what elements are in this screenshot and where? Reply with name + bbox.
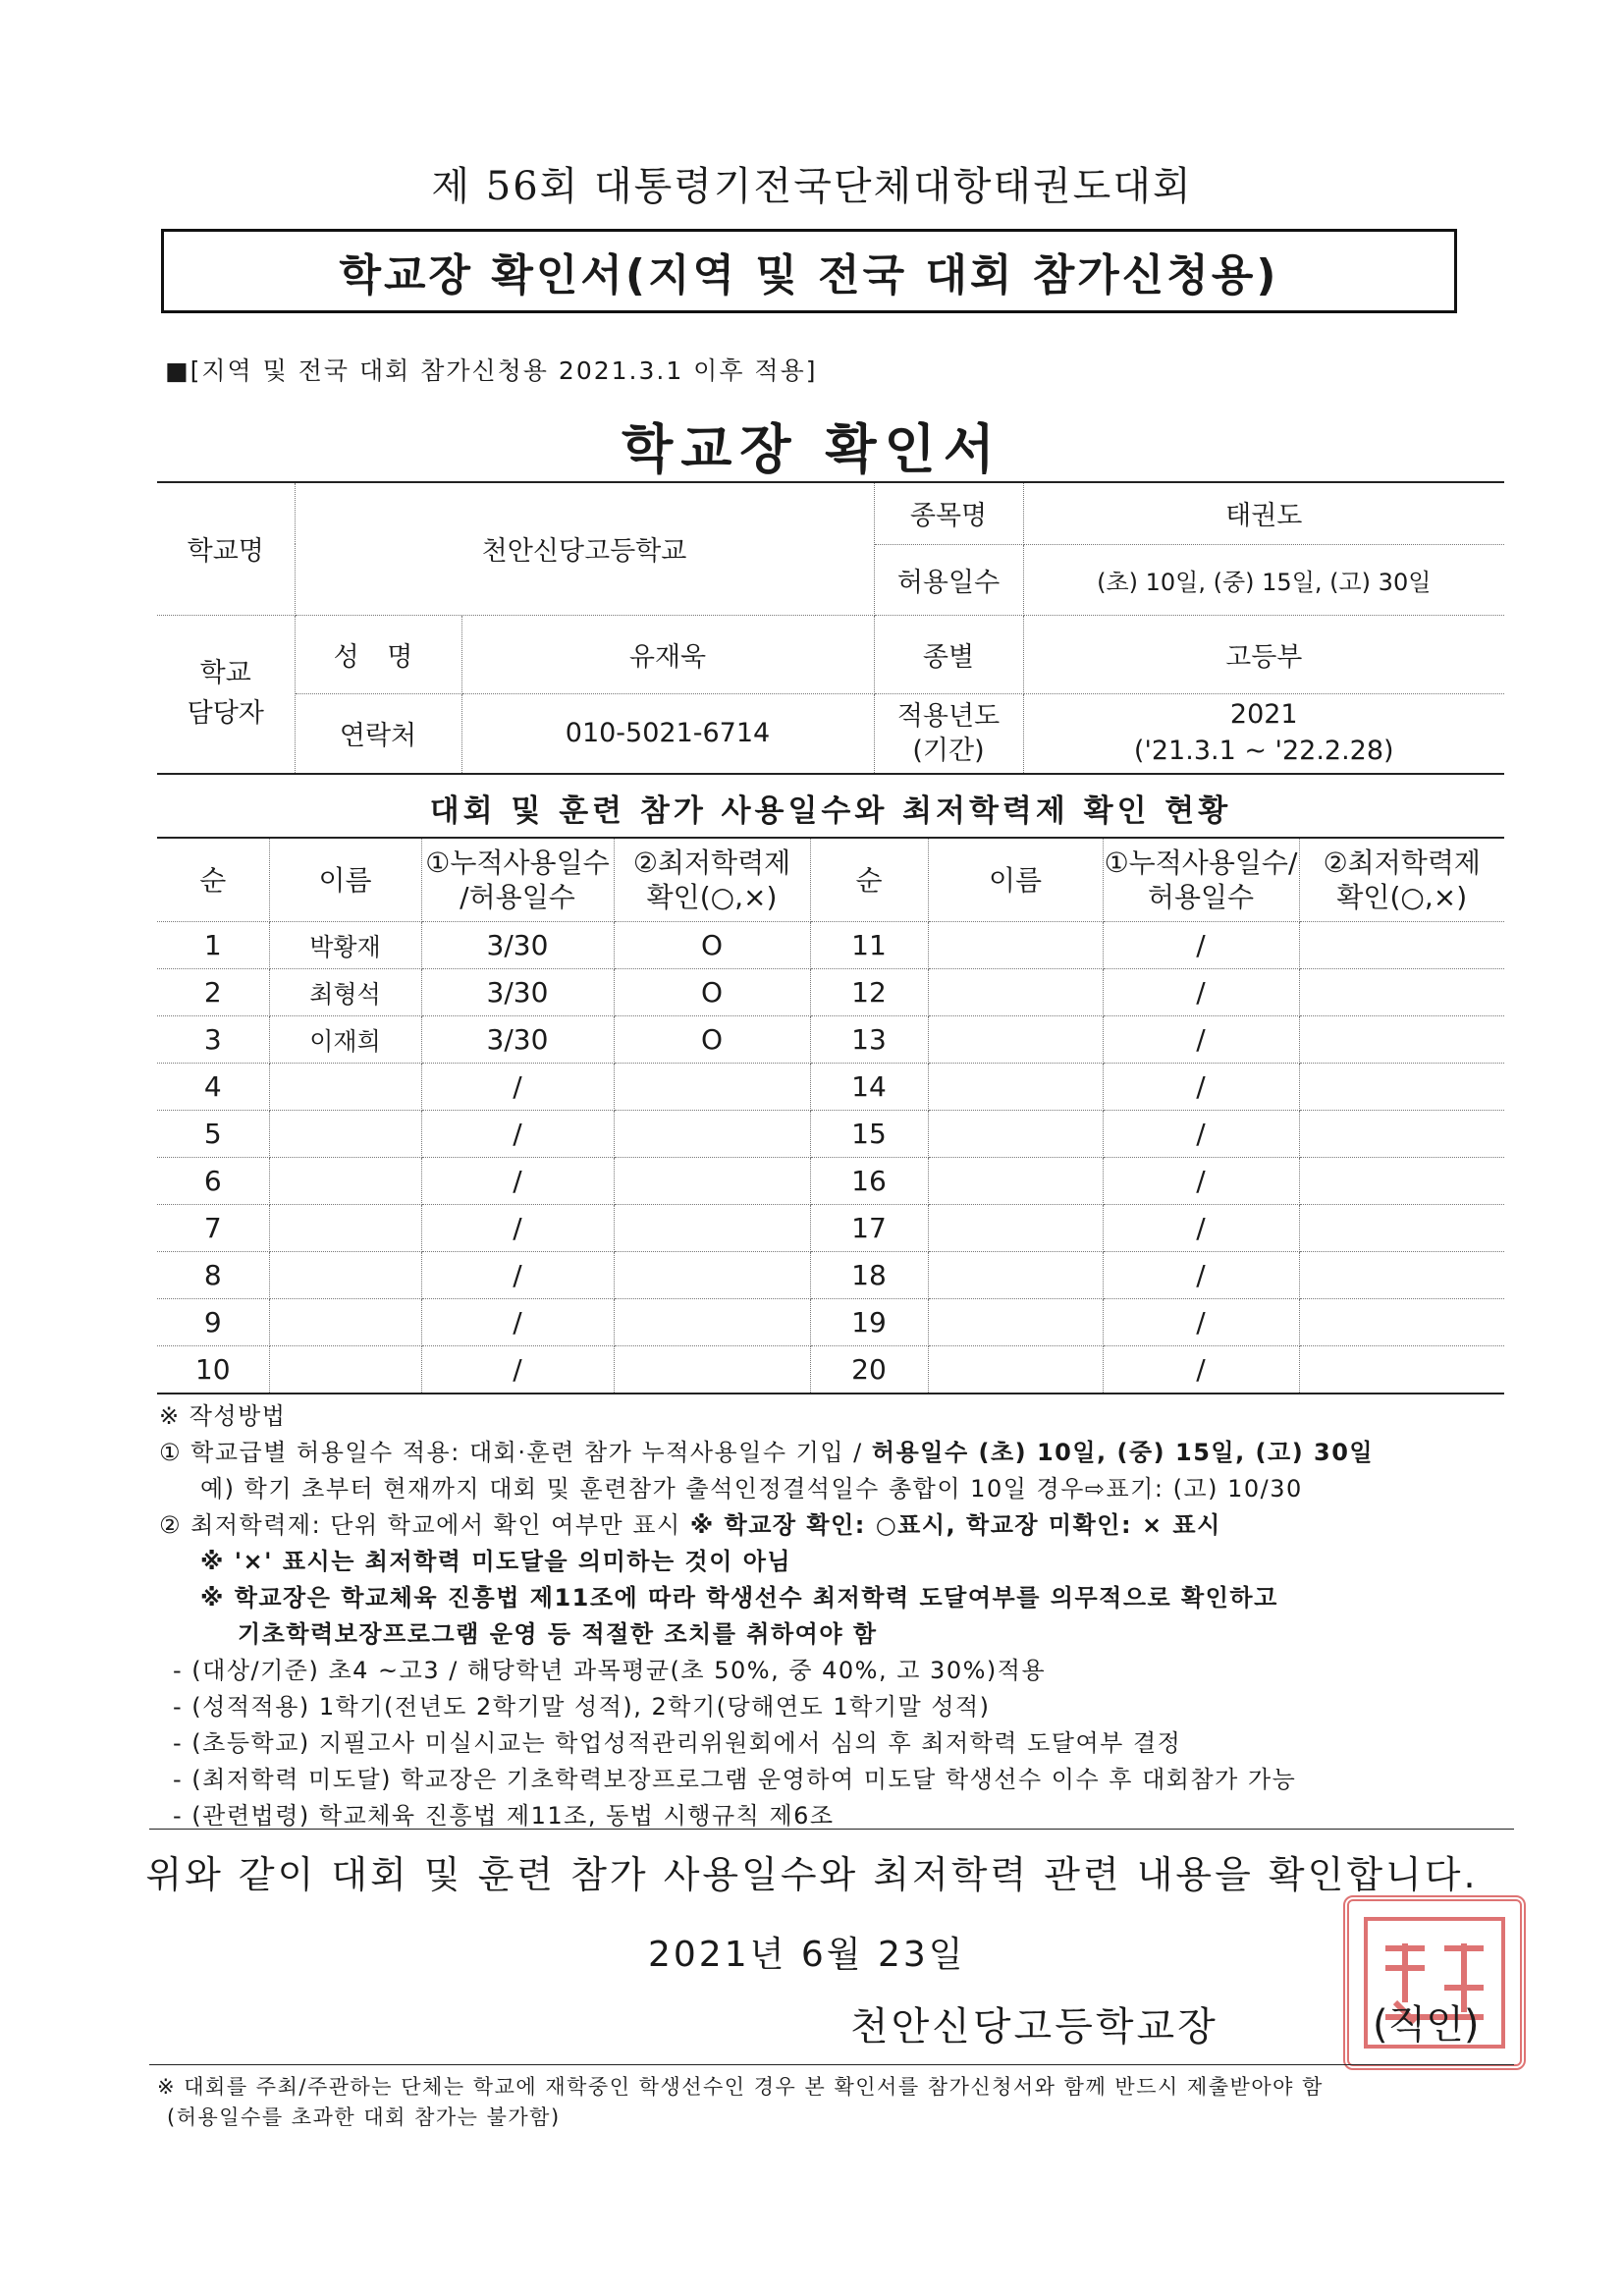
year-label: 적용년도 (기간) [874,693,1023,774]
note-line-10: - (최저학력 미도달) 학교장은 기초학력보장프로그램 운영하여 미도달 학생선수 이수 후 대회참가 가능 [173,1766,1297,1793]
division-value: 고등부 [1023,615,1504,693]
min-academic-check [1299,1064,1504,1111]
header-check-right: ②최저학력제 확인(○,×) [1299,838,1504,922]
used-days: / [421,1346,614,1394]
used-days: 3/30 [421,1016,614,1064]
row-number: 5 [157,1111,269,1158]
header-no-right: 순 [810,838,928,922]
name-value: 유재욱 [461,615,874,693]
used-days: 3/30 [421,969,614,1016]
row-number: 8 [157,1252,269,1299]
allowed-days-label: 허용일수 [874,544,1023,615]
player-name [928,1111,1103,1158]
row-number: 15 [810,1111,928,1158]
player-name [269,1346,421,1394]
min-academic-check [1299,1252,1504,1299]
player-name [928,922,1103,969]
table-row [157,1346,1504,1394]
event-value: 태권도 [1023,482,1504,544]
note-line-5: ※ 학교장은 학교체육 진흥법 제11조에 따라 학생선수 최저학력 도달여부를 의무적으로 확인하고 [200,1584,1278,1612]
row-number: 12 [810,969,928,1016]
school-label: 학교명 [157,482,295,615]
row-number: 18 [810,1252,928,1299]
min-academic-check: O [614,969,810,1016]
row-number: 6 [157,1158,269,1205]
player-name: 박황재 [269,922,421,969]
min-academic-check [1299,1346,1504,1394]
note-line-3b: ※ 학교장 확인: ○표시, 학교장 미확인: × 표시 [689,1511,1221,1539]
min-academic-check: O [614,1016,810,1064]
used-days: / [1103,1252,1299,1299]
player-name [928,1299,1103,1346]
player-name [928,1016,1103,1064]
min-academic-check [1299,1205,1504,1252]
instructions [159,1398,1514,1834]
table-row [157,1064,1504,1111]
player-name [269,1111,421,1158]
min-academic-check [614,1346,810,1394]
used-days: / [1103,1064,1299,1111]
player-name: 최형석 [269,969,421,1016]
status-heading: 대회 및 훈련 참가 사용일수와 최저학력제 확인 현황 [429,793,1232,829]
footer-line-1: ※ 대회를 주최/주관하는 단체는 학교에 재학중인 학생선수인 경우 본 확인서를 참가신청서와 함께 반드시 제출받아야 함 [157,2075,1324,2099]
divider [149,2064,1514,2065]
table-row [157,1158,1504,1205]
min-academic-check [1299,1111,1504,1158]
min-academic-check [614,1205,810,1252]
used-days: / [1103,922,1299,969]
confirmation-statement: 위와 같이 대회 및 훈련 참가 사용일수와 최저학력 관련 내용을 확인합니다. [145,1853,1479,1896]
row-number: 2 [157,969,269,1016]
used-days: / [1103,969,1299,1016]
min-academic-check [1299,1158,1504,1205]
player-name [269,1299,421,1346]
player-name [928,1252,1103,1299]
used-days: / [1103,1158,1299,1205]
table-row [157,922,1504,969]
issue-date: 2021년 6월 23일 [648,1935,966,1975]
used-days: / [421,1299,614,1346]
footer-note [157,2072,1522,2133]
row-number: 14 [810,1064,928,1111]
player-name: 이재희 [269,1016,421,1064]
table-row [157,969,1504,1016]
row-number: 10 [157,1346,269,1394]
used-days: / [421,1252,614,1299]
row-number: 7 [157,1205,269,1252]
note-line-1a: ① 학교급별 허용일수 적용: 대회·훈련 참가 누적사용일수 기입 / [159,1439,872,1466]
min-academic-check [1299,1016,1504,1064]
note-line-4: ※ '×' 표시는 최저학력 미도달을 의미하는 것이 아님 [200,1548,792,1575]
header-no-left: 순 [157,838,269,922]
player-name [928,1064,1103,1111]
row-number: 13 [810,1016,928,1064]
min-academic-check [1299,969,1504,1016]
row-number: 3 [157,1016,269,1064]
contact-value: 010-5021-6714 [461,693,874,774]
used-days: / [421,1064,614,1111]
table-row [157,1205,1504,1252]
used-days: / [1103,1205,1299,1252]
player-name [928,1346,1103,1394]
note-line-7: - (대상/기준) 초4 ~고3 / 해당학년 과목평균(초 50%, 중 40%, 고 30%)적용 [173,1657,1047,1684]
header-name-right: 이름 [928,838,1103,922]
note-line-1 [159,1435,1514,1471]
note-line-1b: 허용일수 (초) 10일, (중) 15일, (고) 30일 [871,1439,1375,1466]
note-line-2: 예) 학기 초부터 현재까지 대회 및 훈련참가 출석인정결석일수 총합이 10일 경우⇨표기: (고) 10/30 [200,1475,1303,1503]
used-days: / [421,1111,614,1158]
principal-title: 천안신당고등학교장 [850,2004,1218,2050]
player-name [928,1205,1103,1252]
competition-title: 제 56회 대통령기전국단체대항태권도대회 [431,164,1193,209]
header-check-left: ②최저학력제 확인(○,×) [614,838,810,922]
player-name [269,1252,421,1299]
row-number: 11 [810,922,928,969]
min-academic-check [614,1299,810,1346]
player-name [928,1158,1103,1205]
row-number: 1 [157,922,269,969]
manager-label: 학교 담당자 [157,615,295,774]
division-label: 종별 [874,615,1023,693]
row-number: 20 [810,1346,928,1394]
year-cell [1023,693,1504,774]
used-days: / [1103,1016,1299,1064]
notes-heading: ※ 작성방법 [159,1402,287,1430]
min-academic-check [614,1111,810,1158]
min-academic-check [1299,922,1504,969]
footer-line-2: (허용일수를 초과한 대회 참가는 불가함) [167,2105,561,2129]
note-line-11: - (관련법령) 학교체육 진흥법 제11조, 동법 시행규칙 제6조 [173,1802,835,1830]
table-row [157,1111,1504,1158]
contact-label: 연락처 [295,693,461,774]
used-days: 3/30 [421,922,614,969]
used-days: / [1103,1111,1299,1158]
min-academic-check [614,1158,810,1205]
period-value: ('21.3.1 ~ '22.2.28) [1133,735,1394,766]
allowed-days-value: (초) 10일, (중) 15일, (고) 30일 [1023,544,1504,615]
name-label: 성 명 [295,615,461,693]
table-row [157,1299,1504,1346]
player-name [269,1064,421,1111]
table-row [157,1252,1504,1299]
player-name [928,969,1103,1016]
main-title: 학교장 확인서 [622,418,1002,480]
note-line-3 [159,1507,1514,1544]
min-academic-check: O [614,922,810,969]
header-days-right: ①누적사용일수/ 허용일수 [1103,838,1299,922]
divider [149,1829,1514,1830]
header-name-left: 이름 [269,838,421,922]
note-line-8: - (성적적용) 1학기(전년도 2학기말 성적), 2학기(당해연도 1학기말 성적) [173,1693,991,1721]
row-number: 16 [810,1158,928,1205]
apply-note: ■[지역 및 전국 대회 참가신청용 2021.3.1 이후 적용] [165,356,818,385]
used-days: / [421,1205,614,1252]
event-label: 종목명 [874,482,1023,544]
min-academic-check [614,1252,810,1299]
note-line-3a: ② 최저학력제: 단위 학교에서 확인 여부만 표시 [159,1511,690,1539]
note-line-9: - (초등학교) 지필고사 미실시교는 학업성적관리위원회에서 심의 후 최저학력 도달여부 결정 [173,1729,1182,1757]
school-value: 천안신당고등학교 [295,482,874,615]
table-row [157,1016,1504,1064]
year-value: 2021 [1229,699,1298,731]
roster-body [157,922,1504,1394]
row-number: 17 [810,1205,928,1252]
note-line-6: 기초학력보장프로그램 운영 등 적절한 조치를 취하여야 함 [238,1620,878,1648]
used-days: / [1103,1346,1299,1394]
header-days-left: ①누적사용일수 /허용일수 [421,838,614,922]
min-academic-check [1299,1299,1504,1346]
info-table [157,481,1504,775]
used-days: / [421,1158,614,1205]
row-number: 19 [810,1299,928,1346]
seal-label: (직인) [1373,2002,1480,2048]
row-number: 9 [157,1299,269,1346]
player-name [269,1205,421,1252]
roster-table [157,837,1504,1394]
used-days: / [1103,1299,1299,1346]
row-number: 4 [157,1064,269,1111]
form-title-box: 학교장 확인서(지역 및 전국 대회 참가신청용) [161,229,1457,313]
player-name [269,1158,421,1205]
min-academic-check [614,1064,810,1111]
